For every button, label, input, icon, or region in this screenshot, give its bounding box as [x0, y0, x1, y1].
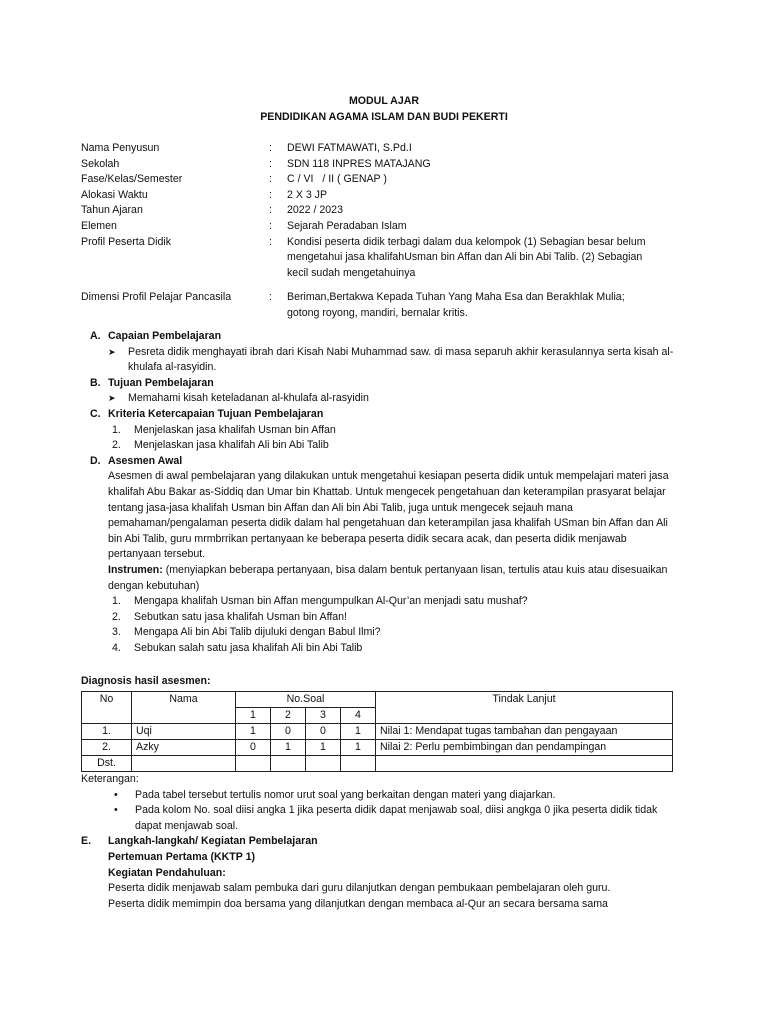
cell-no: Dst. — [82, 756, 132, 772]
list-item-text: Mengapa Ali bin Abi Talib dijuluki dengan Babul Ilmi? — [134, 626, 381, 639]
meta-value: Sejarah Peradaban Islam — [287, 219, 407, 232]
meta-colon: : — [269, 173, 272, 186]
identity-table — [81, 141, 681, 322]
cell-nama — [132, 756, 236, 772]
header-q3: 3 — [306, 708, 341, 724]
list-item — [81, 788, 681, 804]
section-letter: D. — [90, 454, 101, 467]
meta-value: SDN 118 INPRES MATAJANG — [287, 157, 431, 170]
cell-tindak: Nilai 2: Perlu pembimbingan dan pendampingan — [376, 740, 673, 756]
list-item — [81, 803, 681, 834]
activity-line: Peserta didik memimpin doa bersama yang dilanjutkan dengan membaca al-Qur an secara bersama sama — [108, 897, 608, 910]
meeting-title: Pertemuan Pertama (KKTP 1) — [108, 851, 255, 864]
meta-colon: : — [269, 204, 272, 217]
section-title: Asesmen Awal — [108, 454, 183, 467]
cell-tindak: Nilai 1: Mendapat tugas tambahan dan pengayaan — [376, 724, 673, 740]
list-number: 4. — [112, 641, 121, 654]
list-item-text: Mengapa khalifah Usman bin Affan mengumpulkan Al-Qur’an menjadi satu mushaf? — [134, 595, 528, 608]
meta-row-tahun — [81, 203, 681, 219]
list-item-text: Menjelaskan jasa khalifah Ali bin Abi Talib — [134, 439, 329, 452]
header-no: No — [82, 692, 132, 724]
instrumen-paragraph — [81, 563, 681, 594]
list-item-text: Memahami kisah keteladanan al-khulafa al-rasyidin — [128, 392, 369, 405]
table-row — [82, 724, 673, 740]
cell-score: 1 — [271, 740, 306, 756]
meta-label: Tahun Ajaran — [81, 204, 143, 217]
instrumen-text: (menyiapkan beberapa pertanyaan, bisa dalam bentuk pertanyaan lisan, tertulis atau kuis atau disesuaikan dengan kebutuhan) — [108, 563, 668, 592]
asesmen-paragraph: Asesmen di awal pembelajaran yang dilakukan untuk mengetahui kesiapan peserta didik untuk mempelajari materi jasa khalifah Abu Bakar as-Siddiq dan Umar bin Khattab. Untuk mengecek pengetahuan dan keterampilan prasyarat belajar tentang jasa-jasa khalifah Usman bin Affan dan Ali bin Abi Talib, juga untuk mengecek sejauh mana pemahaman/pengalaman peserta didik dalam hal pengetahuan dan keterampilan jasa khalifah USman bin Affan dan Ali bin Abi Talib, guru mrmbrrikan pertanyaan ke beberapa peserta didik secara acak, dan peserta didik menjawab pertanyaan tersebut. — [108, 470, 669, 561]
meta-colon: : — [269, 142, 272, 154]
arrow-bullet-icon: ➤ — [108, 346, 116, 357]
diagnosis-title: Diagnosis hasil asesmen: — [81, 675, 211, 688]
section-d-heading — [81, 454, 681, 470]
list-item — [81, 345, 681, 376]
list-item-text: Pada kolom No. soal diisi angka 1 jika peserta didik dapat menjawab soal, diisi angkga 0 jika peserta didik tidak dapat menjawab soal. — [135, 804, 658, 832]
list-item-text: Menjelaskan jasa khalifah Usman bin Affan — [134, 423, 336, 436]
meta-row-penyusun — [81, 141, 681, 157]
header-q1: 1 — [236, 708, 271, 724]
cell-score — [236, 756, 271, 772]
meta-label: Fase/Kelas/Semester — [81, 173, 183, 186]
meta-label: Alokasi Waktu — [81, 188, 148, 201]
cell-score — [306, 756, 341, 772]
list-number: 1. — [112, 423, 121, 436]
meta-value: Beriman,Bertakwa Kepada Tuhan Yang Maha Esa dan Berakhlak Mulia; gotong royong, mandiri, bernalar kritis. — [287, 291, 625, 319]
cell-score: 0 — [271, 724, 306, 740]
arrow-bullet-icon: ➤ — [108, 393, 116, 404]
list-item-text: Sebutkan satu jasa khalifah Usman bin Affan! — [134, 610, 347, 623]
list-item — [81, 423, 681, 439]
meta-row-sekolah — [81, 157, 681, 173]
cell-score: 1 — [236, 724, 271, 740]
meta-value: Kondisi peserta didik terbagi dalam dua kelompok (1) Sebagian besar belum mengetahui jasa khalifahUsman bin Affan dan Ali bin Abi Talib. (2) Sebagian kecil sudah mengetahuinya — [287, 235, 646, 279]
section-e-heading — [81, 834, 681, 850]
section-title: Tujuan Pembelajaran — [108, 376, 214, 389]
section-c-heading — [81, 407, 681, 423]
meta-label: Sekolah — [81, 157, 120, 170]
meta-label: Elemen — [81, 219, 117, 232]
list-item-text: Pada tabel tersebut tertulis nomor urut soal yang berkaitan dengan materi yang diajarkan. — [135, 788, 556, 801]
cell-score — [271, 756, 306, 772]
cell-score: 0 — [306, 724, 341, 740]
cell-score: 1 — [306, 740, 341, 756]
meta-value: 2 X 3 JP — [287, 188, 328, 201]
list-item — [81, 438, 681, 454]
meta-row-dimensi — [81, 290, 681, 321]
list-item — [81, 641, 681, 657]
cell-score: 1 — [341, 724, 376, 740]
table-row — [82, 740, 673, 756]
list-number: 2. — [112, 610, 121, 623]
list-item — [81, 625, 681, 641]
section-b-heading — [81, 376, 681, 392]
meta-label: Profil Peserta Didik — [81, 235, 172, 248]
cell-score: 1 — [341, 740, 376, 756]
meta-colon: : — [269, 291, 272, 304]
document-title: MODUL AJAR — [348, 95, 420, 107]
cell-nama: Azky — [132, 740, 236, 756]
bullet-icon: • — [114, 788, 118, 801]
header-q4: 4 — [341, 708, 376, 724]
meta-row-elemen — [81, 219, 681, 235]
meta-row-profil — [81, 235, 681, 282]
cell-nama: Uqi — [132, 724, 236, 740]
header-nama: Nama — [132, 692, 236, 724]
section-title: Kriteria Ketercapaian Tujuan Pembelajaran — [108, 407, 324, 420]
list-number: 3. — [112, 626, 121, 639]
table-header-row — [82, 692, 673, 708]
section-letter: E. — [81, 835, 92, 848]
cell-score: 0 — [236, 740, 271, 756]
meta-value: DEWI FATMAWATI, S.Pd.I — [287, 142, 412, 154]
spacer — [81, 656, 681, 674]
list-item-text: Pesreta didik menghayati ibrah dari Kisah Nabi Muhammad saw. di masa separuh akhir kerasulannya serta kisah al-khulafa al-rasyidin. — [128, 345, 674, 374]
meta-colon: : — [269, 235, 272, 248]
bullet-icon: • — [114, 804, 118, 817]
cell-no: 2. — [82, 740, 132, 756]
section-a-heading — [81, 329, 681, 345]
cell-no: 1. — [82, 724, 132, 740]
diagnosis-table — [81, 691, 673, 772]
keterangan-label: Keterangan: — [81, 773, 139, 786]
cell-score — [341, 756, 376, 772]
list-item-text: Sebukan salah satu jasa khalifah Ali bin Abi Talib — [134, 641, 363, 654]
table-row — [82, 756, 673, 772]
section-title: Capaian Pembelajaran — [108, 330, 222, 342]
cell-tindak — [376, 756, 673, 772]
section-letter: C. — [90, 407, 101, 420]
section-letter: A. — [90, 330, 101, 342]
header-q2: 2 — [271, 708, 306, 724]
list-number: 1. — [112, 595, 121, 608]
section-letter: B. — [90, 376, 101, 389]
document-subtitle: PENDIDIKAN AGAMA ISLAM DAN BUDI PEKERTI — [260, 111, 508, 123]
meta-value: C / VI / II ( GENAP ) — [287, 173, 387, 186]
meta-colon: : — [269, 188, 272, 201]
list-item — [81, 594, 681, 610]
list-item — [81, 610, 681, 626]
instrumen-label: Instrumen: — [108, 563, 163, 576]
activity-title: Kegiatan Pendahuluan: — [108, 866, 226, 879]
meta-label: Nama Penyusun — [81, 142, 160, 154]
section-title: Langkah-langkah/ Kegiatan Pembelajaran — [108, 835, 318, 848]
meta-colon: : — [269, 157, 272, 170]
meta-row-fase — [81, 172, 681, 188]
list-number: 2. — [112, 439, 121, 452]
document-body — [81, 329, 681, 912]
meta-row-alokasi — [81, 188, 681, 204]
meta-label: Dimensi Profil Pelajar Pancasila — [81, 291, 232, 304]
header-tindak-lanjut: Tindak Lanjut — [376, 692, 673, 724]
list-item — [81, 391, 681, 407]
header-nosoal: No.Soal — [236, 692, 376, 708]
meta-value: 2022 / 2023 — [287, 204, 343, 217]
activity-line: Peserta didik menjawab salam pembuka dari guru dilanjutkan dengan pembukaan pembelajaran oleh guru. — [108, 882, 611, 895]
meta-colon: : — [269, 219, 272, 232]
